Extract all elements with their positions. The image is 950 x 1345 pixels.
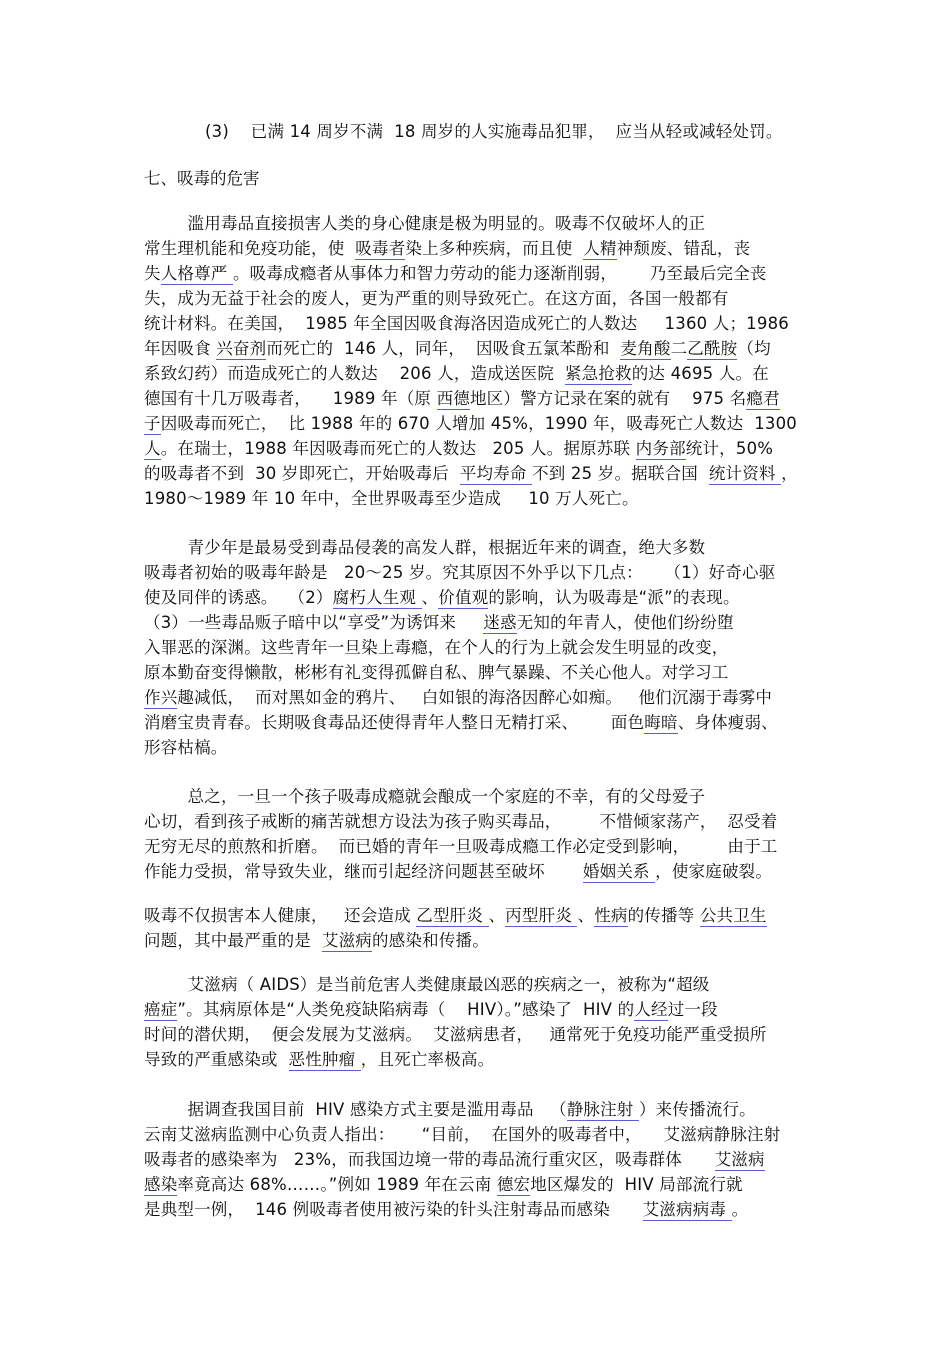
text-segment: 年因吸食: [144, 339, 217, 358]
text-segment: 系致幻药）而造成死亡的人数达 206 人，造成送医院: [144, 364, 565, 383]
text-segment: 率竟高达 68%……。”例如 1989 年在云南: [177, 1175, 497, 1194]
text-line: [144, 362, 769, 386]
text-line: [144, 711, 778, 735]
text-segment: ）来传播流行。: [638, 1100, 756, 1119]
text-line: [144, 973, 709, 997]
text-line: [144, 312, 789, 336]
text-segment: 无穷无尽的煎熬和折磨。 而已婚的青年一旦吸毒成瘾工作必定受到影响， 由于工: [144, 837, 778, 856]
text-line: [144, 736, 228, 760]
text-segment: 。在瑞士，1988 年因吸毒而死亡的人数达 205 人。据原苏联: [160, 439, 636, 458]
text-segment: ”。其病原体是“人类免疫缺陷病毒（ HIV）。”感染了 HIV 的: [177, 1000, 635, 1019]
text-segment: 德国有十几万吸毒者， 1989 年（原: [144, 389, 437, 408]
text-line: [144, 1048, 494, 1072]
hyperlink[interactable]: 子: [144, 414, 161, 433]
text-segment: ，其中最严重的是: [177, 931, 322, 950]
text-segment: （均: [737, 339, 771, 358]
text-segment: 云南艾滋病监测中心负责人指出： “目前， 在国外的吸毒者中， 艾滋病静脉注射: [144, 1125, 781, 1144]
text-line: [144, 287, 729, 311]
text-line: [144, 661, 729, 685]
text-segment: 1980～1989 年 10 年中，全世界吸毒至少造成 10 万人死亡。: [144, 489, 639, 508]
text-line: [144, 1123, 780, 1147]
text-segment: 失，成为无益于社会的废人，更为严重的则导致死亡。在这方面，各国一般都有: [144, 289, 729, 308]
item-3-line: (3) 已满 14 周岁不满 18 周岁的人实施毒品犯罪， 应当从轻或减轻处罚。: [205, 122, 783, 141]
text-segment: 原本勤奋变得懒散，彬彬有礼变得孤僻自私、脾气暴躁、不关心他人。对学习工: [144, 663, 729, 682]
text-segment: 的感染和传播。: [372, 931, 489, 950]
text-line: [144, 835, 778, 859]
text-segment: 地区爆发的 HIV 局部流行就: [530, 1175, 743, 1194]
text-segment: 总之，一旦一个孩子吸毒成瘾就会酿成一个家庭的不幸，有的父母爱子: [144, 787, 706, 806]
text-segment: 、: [488, 906, 506, 925]
text-segment: 的传播等: [627, 906, 700, 925]
text-segment: 使及同伴的诱惑。 （2）: [144, 588, 333, 607]
text-segment: 的影响，认为吸毒是“派”的表现。: [488, 588, 740, 607]
text-segment: 吸毒不仅损害本人健康， 还会造成: [144, 906, 417, 925]
hyperlink[interactable]: 迷惑: [483, 613, 517, 632]
text-line: [144, 611, 734, 635]
text-line: [144, 998, 718, 1022]
hyperlink[interactable]: 麦角酸: [620, 339, 671, 358]
text-line: [144, 437, 773, 461]
text-segment: 地区）警方记录在案的就有 975 名: [469, 389, 747, 408]
text-segment: 过一段: [667, 1000, 718, 1019]
text-line: [144, 561, 775, 585]
text-segment: 不到 25 岁。据联合国: [532, 464, 709, 483]
text-segment: 的吸毒者不到 30 岁即死亡，开始吸毒后: [144, 464, 460, 483]
text-line: [144, 686, 772, 710]
hyperlink[interactable]: 人: [144, 439, 161, 458]
hyperlink[interactable]: 乙型肝炎: [416, 906, 489, 925]
text-segment: 而死亡的 146 人，同年， 因吸食五氯苯酚和: [266, 339, 621, 358]
hyperlink[interactable]: 作兴: [144, 688, 178, 707]
text-segment: 据调查我国目前 HIV 感染方式主要是滥用毒品 （: [144, 1100, 567, 1119]
hyperlink[interactable]: 人精: [583, 239, 617, 258]
text-line: [144, 929, 489, 953]
text-line: [144, 487, 639, 511]
hyperlink[interactable]: 统计资料: [708, 464, 782, 483]
text-segment: 心切，看到孩子戒断的痛苦就想方设法为孩子购买毒品， 不惜倾家荡产， 忍受着: [144, 812, 778, 831]
text-segment: 青少年是最易受到毒品侵袭的高发人群，根据近年来的调查，绝大多数: [144, 538, 706, 557]
text-line: [144, 387, 780, 411]
text-segment: 。吸毒成瘾者从事体力和智力劳动的能力逐渐削弱， 乃至最后完全丧: [232, 264, 767, 283]
text-line: [144, 1148, 765, 1172]
hyperlink[interactable]: 性病: [594, 906, 628, 925]
hyperlink[interactable]: 婚姻关系: [582, 862, 656, 881]
text-segment: 入罪恶的深渊。这些青年一旦染上毒瘾，在个人的行为上就会发生明显的改变，: [144, 638, 729, 657]
text-segment: 、身体瘦弱、: [677, 713, 778, 732]
text-segment: 神颓废、错乱，丧: [616, 239, 751, 258]
text-line: [144, 212, 705, 236]
text-segment: 统计，50%: [685, 439, 774, 458]
text-segment: 染上多种疾病，而且使: [405, 239, 584, 258]
text-segment: 、: [421, 588, 439, 607]
text-line: [144, 1098, 756, 1122]
hyperlink[interactable]: 人经: [634, 1000, 668, 1019]
text-segment: 时间的潜伏期， 便会发展为艾滋病。 艾滋病患者， 通常死于免疫功能严重受损所: [144, 1025, 767, 1044]
text-segment: ，使家庭破裂。: [655, 862, 773, 881]
hyperlink[interactable]: 艾滋病病毒: [642, 1200, 732, 1219]
text-line: [144, 462, 798, 486]
text-line: [144, 904, 767, 928]
hyperlink[interactable]: 兴奋剂: [216, 339, 267, 358]
text-segment: 统计材料。在美国， 1985 年全国因吸食海洛因造成死亡的人数达 1360 人；1986: [144, 314, 789, 333]
text-segment: 问题: [144, 931, 178, 950]
hyperlink[interactable]: 腐朽人生观: [332, 588, 422, 607]
text-segment: 。: [731, 1200, 749, 1219]
text-line: [144, 785, 705, 809]
hyperlink[interactable]: 价值观: [438, 588, 489, 607]
hyperlink[interactable]: 艾滋病: [714, 1150, 765, 1169]
text-segment: 常生理机能和免疫功能，使: [144, 239, 356, 258]
section-title: 七、吸毒的危害: [144, 169, 260, 188]
text-line: [144, 337, 771, 361]
text-segment: 二: [670, 339, 688, 358]
hyperlink[interactable]: 公共卫生: [699, 906, 767, 925]
hyperlink[interactable]: 西德: [436, 389, 470, 408]
text-line: [144, 860, 772, 884]
text-segment: 导致的严重感染或: [144, 1050, 289, 1069]
hyperlink[interactable]: 癌症: [144, 1000, 178, 1019]
text-segment: 滥用毒品直接损害人类的身心健康是极为明显的。吸毒不仅破坏人的正: [144, 214, 706, 233]
text-line: [144, 262, 767, 286]
hyperlink[interactable]: 艾滋病: [321, 931, 373, 950]
text-segment: 无知的年青人，使他们纷纷堕: [516, 613, 734, 632]
hyperlink[interactable]: 人格尊严: [160, 264, 233, 283]
text-segment: 形容枯槁。: [144, 738, 228, 757]
text-segment: 吸毒者的感染率为 23%，而我国边境一带的毒品流行重灾区，吸毒群体: [144, 1150, 715, 1169]
hyperlink[interactable]: 恶性肿瘤: [288, 1050, 361, 1069]
hyperlink[interactable]: 吸毒者: [355, 239, 406, 258]
hyperlink[interactable]: 丙型肝炎: [505, 906, 578, 925]
hyperlink[interactable]: 平均寿命: [459, 464, 533, 483]
text-segment: 是典型一例， 146 例吸毒者使用被污染的针头注射毒品而感染: [144, 1200, 643, 1219]
text-segment: 失: [144, 264, 161, 283]
hyperlink[interactable]: 紧急抢救: [564, 364, 632, 383]
text-segment: 消磨宝贵青春。长期吸食毒品还使得青年人整日无精打采、 面色: [144, 713, 645, 732]
hyperlink[interactable]: 晦暗: [644, 713, 678, 732]
text-line: [144, 810, 778, 834]
text-segment: 趣减低， 而对黑如金的鸦片、 白如银的海洛因醉心如痴。 他们沉溺于毒雾中: [177, 688, 773, 707]
hyperlink[interactable]: 感染: [144, 1175, 178, 1194]
text-line: [144, 636, 729, 660]
text-line: [144, 1173, 743, 1197]
text-line: [144, 1198, 748, 1222]
text-line: [144, 237, 750, 261]
text-line: [144, 412, 797, 436]
text-segment: 、: [577, 906, 595, 925]
text-line: [144, 586, 740, 610]
text-line: [144, 1023, 767, 1047]
hyperlink[interactable]: 乙酰胺: [687, 339, 738, 358]
hyperlink[interactable]: 瘾君: [746, 389, 780, 408]
hyperlink[interactable]: 静脉注射: [566, 1100, 639, 1119]
text-line: [144, 536, 705, 560]
text-segment: 吸毒者初始的吸毒年龄是 20～25 岁。究其原因不外乎以下几点： （1）好奇心驱: [144, 563, 776, 582]
text-segment: ，且死亡率极高。: [360, 1050, 495, 1069]
text-segment: 作能力受损，常导致失业，继而引起经济问题甚至破坏: [144, 862, 583, 881]
text-segment: （3）一些毒品贩子暗中以“享受”为诱饵来: [144, 613, 484, 632]
hyperlink[interactable]: 德宏: [496, 1175, 531, 1194]
text-segment: 的达 4695 人。在: [631, 364, 769, 383]
text-segment: 艾滋病（ AIDS）是当前危害人类健康最凶恶的疾病之一，被称为“超级: [144, 975, 710, 994]
text-segment: 因吸毒而死亡， 比 1988 年的 670 人增加 45%，1990 年，吸毒死亡人数达 1300: [160, 414, 797, 433]
hyperlink[interactable]: 内务部: [635, 439, 686, 458]
text-segment: ，: [781, 464, 798, 483]
